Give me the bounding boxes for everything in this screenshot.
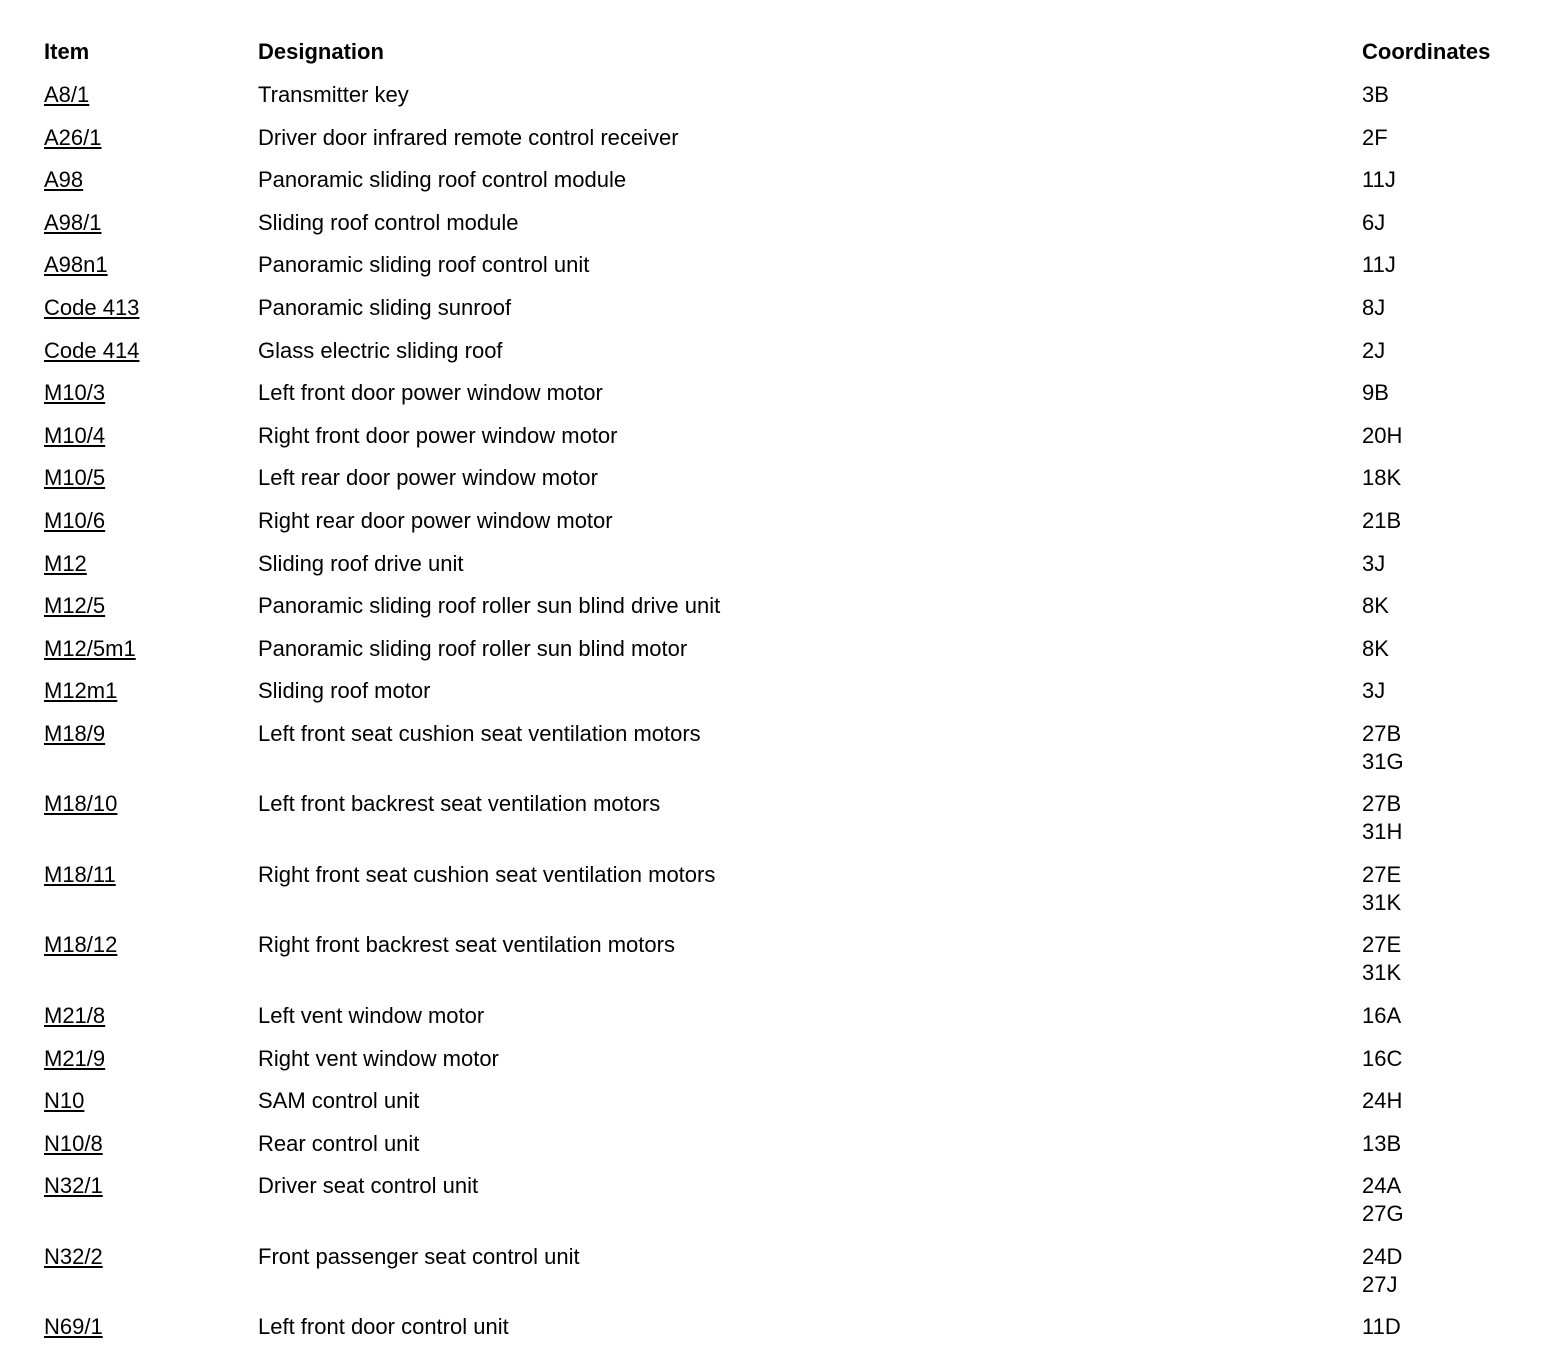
designation-cell: Driver seat control unit [258,1173,479,1199]
table-row [44,1243,1554,1314]
item-cell [44,677,258,705]
table-row [44,720,1554,791]
item-cell [44,1045,258,1073]
coordinates-cell [1362,790,1554,846]
item-link[interactable]: M12m1 [44,678,118,704]
coordinate-value: 21B [1362,507,1402,533]
coordinate-value: 9B [1362,380,1389,406]
item-link[interactable]: N10 [44,1088,85,1114]
table-row [44,209,1554,252]
item-link[interactable]: M10/3 [44,380,106,406]
item-cell [44,931,258,959]
coordinate-value: 3J [1362,678,1386,704]
item-cell [44,379,258,407]
coordinates-cell [1362,422,1554,450]
designation-cell: Right rear door power window motor [258,507,613,533]
coordinates-cell [1362,720,1554,776]
coordinates-cell [1362,209,1554,237]
item-cell [44,861,258,889]
designation-cell: Left front backrest seat ventilation motors [258,791,661,817]
coordinate-value: 6J [1362,209,1386,235]
item-cell [44,720,258,748]
item-cell [44,1130,258,1158]
coordinate-value: 2F [1362,124,1388,150]
designation-cell: Panoramic sliding roof control module [258,167,627,193]
coordinates-cell [1362,251,1554,279]
table-row [44,81,1554,124]
designation-cell: Left front door control unit [258,1314,509,1340]
item-cell [44,635,258,663]
table-row [44,294,1554,337]
item-cell [44,166,258,194]
coordinate-value: 31G [1362,748,1404,774]
designation-cell: Sliding roof motor [258,678,431,704]
table-row [44,1172,1554,1243]
coordinates-cell [1362,635,1554,663]
item-cell [44,1087,258,1115]
coordinate-value: 16C [1362,1045,1403,1071]
coordinate-value: 27B [1362,720,1402,746]
table-row [44,635,1554,678]
item-link[interactable]: A98n1 [44,252,108,278]
coordinates-cell [1362,1045,1554,1073]
table-body [44,81,1554,1356]
designation-cell: Glass electric sliding roof [258,337,503,363]
coordinate-value: 27E [1362,861,1402,887]
item-link[interactable]: M18/12 [44,932,118,958]
coordinate-value: 31K [1362,960,1402,986]
coordinate-value: 11D [1362,1314,1401,1340]
coordinate-value: 18K [1362,465,1402,491]
coordinates-cell [1362,677,1554,705]
coordinate-value: 27G [1362,1201,1404,1227]
designation-cell: Right front seat cushion seat ventilation motors [258,861,716,887]
item-cell [44,422,258,450]
item-link[interactable]: N32/1 [44,1173,103,1199]
designation-cell: Front passenger seat control unit [258,1243,580,1269]
item-cell [44,1313,258,1341]
item-link[interactable]: N32/2 [44,1243,103,1269]
coordinates-cell [1362,592,1554,620]
item-link[interactable]: M12 [44,550,87,576]
item-cell [44,294,258,322]
coordinate-value: 11J [1362,252,1396,278]
coordinates-cell [1362,464,1554,492]
coordinates-cell [1362,337,1554,365]
table-row [44,1130,1554,1173]
item-link[interactable]: M18/9 [44,720,106,746]
table-row [44,337,1554,380]
designation-cell: Panoramic sliding roof roller sun blind motor [258,635,688,661]
coordinates-cell [1362,1087,1554,1115]
designation-cell: Left rear door power window motor [258,465,598,491]
coordinate-value: 24A [1362,1173,1402,1199]
coordinate-value: 11J [1362,167,1396,193]
designation-cell: Sliding roof control module [258,209,519,235]
coordinate-value: 8J [1362,294,1386,320]
coordinate-value: 31K [1362,889,1402,915]
coordinates-cell [1362,931,1554,987]
item-cell [44,507,258,535]
coordinates-cell [1362,861,1554,917]
table-row [44,677,1554,720]
item-link[interactable]: A8/1 [44,82,90,107]
table-row [44,550,1554,593]
table-row [44,166,1554,209]
coordinates-cell [1362,1313,1554,1341]
coordinate-value: 24H [1362,1088,1403,1114]
item-cell [44,550,258,578]
table-row [44,422,1554,465]
designation-cell: Right front backrest seat ventilation motors [258,932,675,958]
item-cell [44,337,258,365]
designation-cell: Sliding roof drive unit [258,550,464,576]
coordinate-value: 8K [1362,635,1389,661]
coordinate-value: 3B [1362,82,1389,107]
designation-cell: Right vent window motor [258,1045,499,1071]
item-link[interactable]: Code 413 [44,294,140,320]
item-link[interactable]: M10/6 [44,507,106,533]
table-header [44,38,1554,81]
designation-cell: Left vent window motor [258,1002,485,1028]
item-link[interactable]: N69/1 [44,1314,103,1340]
item-cell [44,81,258,109]
table-row [44,1087,1554,1130]
table-row [44,931,1554,1002]
item-link[interactable]: A98/1 [44,209,102,235]
table-row [44,592,1554,635]
table-row [44,507,1554,550]
designation-cell: Rear control unit [258,1130,420,1156]
item-cell [44,124,258,152]
coordinate-value: 16A [1362,1002,1402,1028]
coordinates-cell [1362,550,1554,578]
coordinates-cell [1362,507,1554,535]
coordinate-value: 27E [1362,932,1402,958]
coordinate-value: 20H [1362,422,1403,448]
item-link[interactable]: A26/1 [44,124,102,150]
item-link[interactable]: M12/5m1 [44,635,136,661]
coordinates-cell [1362,166,1554,194]
coordinates-cell [1362,1243,1554,1299]
designation-cell: Right front door power window motor [258,422,618,448]
item-cell [44,464,258,492]
item-link[interactable]: M10/4 [44,422,106,448]
designation-cell: Transmitter key [258,82,409,107]
designation-cell: SAM control unit [258,1088,420,1114]
item-link[interactable]: Code 414 [44,337,140,363]
item-link[interactable]: N10/8 [44,1130,103,1156]
coordinate-value: 27J [1362,1271,1398,1297]
coordinates-cell [1362,124,1554,152]
item-link[interactable]: M10/5 [44,465,106,491]
table-row [44,251,1554,294]
coordinate-value: 27B [1362,791,1402,817]
table-row [44,790,1554,861]
designation-cell: Panoramic sliding roof roller sun blind drive unit [258,593,721,619]
item-cell [44,790,258,818]
item-link[interactable]: M21/9 [44,1045,106,1071]
coordinates-cell [1362,294,1554,322]
item-link[interactable]: M21/8 [44,1002,106,1028]
coordinates-cell [1362,379,1554,407]
legend-table [44,38,1554,1356]
designation-cell: Left front door power window motor [258,380,603,406]
table-row [44,861,1554,932]
item-cell [44,1243,258,1271]
table-row [44,1045,1554,1088]
header-coordinates: Coordinates [1362,39,1491,64]
item-cell [44,592,258,620]
coordinates-cell [1362,1130,1554,1158]
item-link[interactable]: A98 [44,167,84,193]
coordinates-cell [1362,1172,1554,1228]
coordinate-value: 24D [1362,1243,1403,1269]
coordinates-cell [1362,1002,1554,1030]
item-link[interactable]: M12/5 [44,593,106,619]
coordinate-value: 2J [1362,337,1386,363]
header-designation: Designation [258,39,384,64]
item-cell [44,1172,258,1200]
designation-cell: Panoramic sliding sunroof [258,294,512,320]
designation-cell: Driver door infrared remote control receiver [258,124,679,150]
coordinate-value: 8K [1362,593,1389,619]
coordinates-cell [1362,81,1554,109]
table-row [44,124,1554,167]
header-item: Item [44,39,90,64]
item-cell [44,209,258,237]
item-cell [44,251,258,279]
coordinate-value: 31H [1362,819,1403,845]
item-cell [44,1002,258,1030]
item-link[interactable]: M18/10 [44,791,118,817]
table-row [44,1002,1554,1045]
coordinate-value: 3J [1362,550,1386,576]
item-link[interactable]: M18/11 [44,861,116,887]
table-row [44,1313,1554,1356]
designation-cell: Panoramic sliding roof control unit [258,252,590,278]
designation-cell: Left front seat cushion seat ventilation motors [258,720,701,746]
table-row [44,464,1554,507]
table-row [44,379,1554,422]
coordinate-value: 13B [1362,1130,1402,1156]
